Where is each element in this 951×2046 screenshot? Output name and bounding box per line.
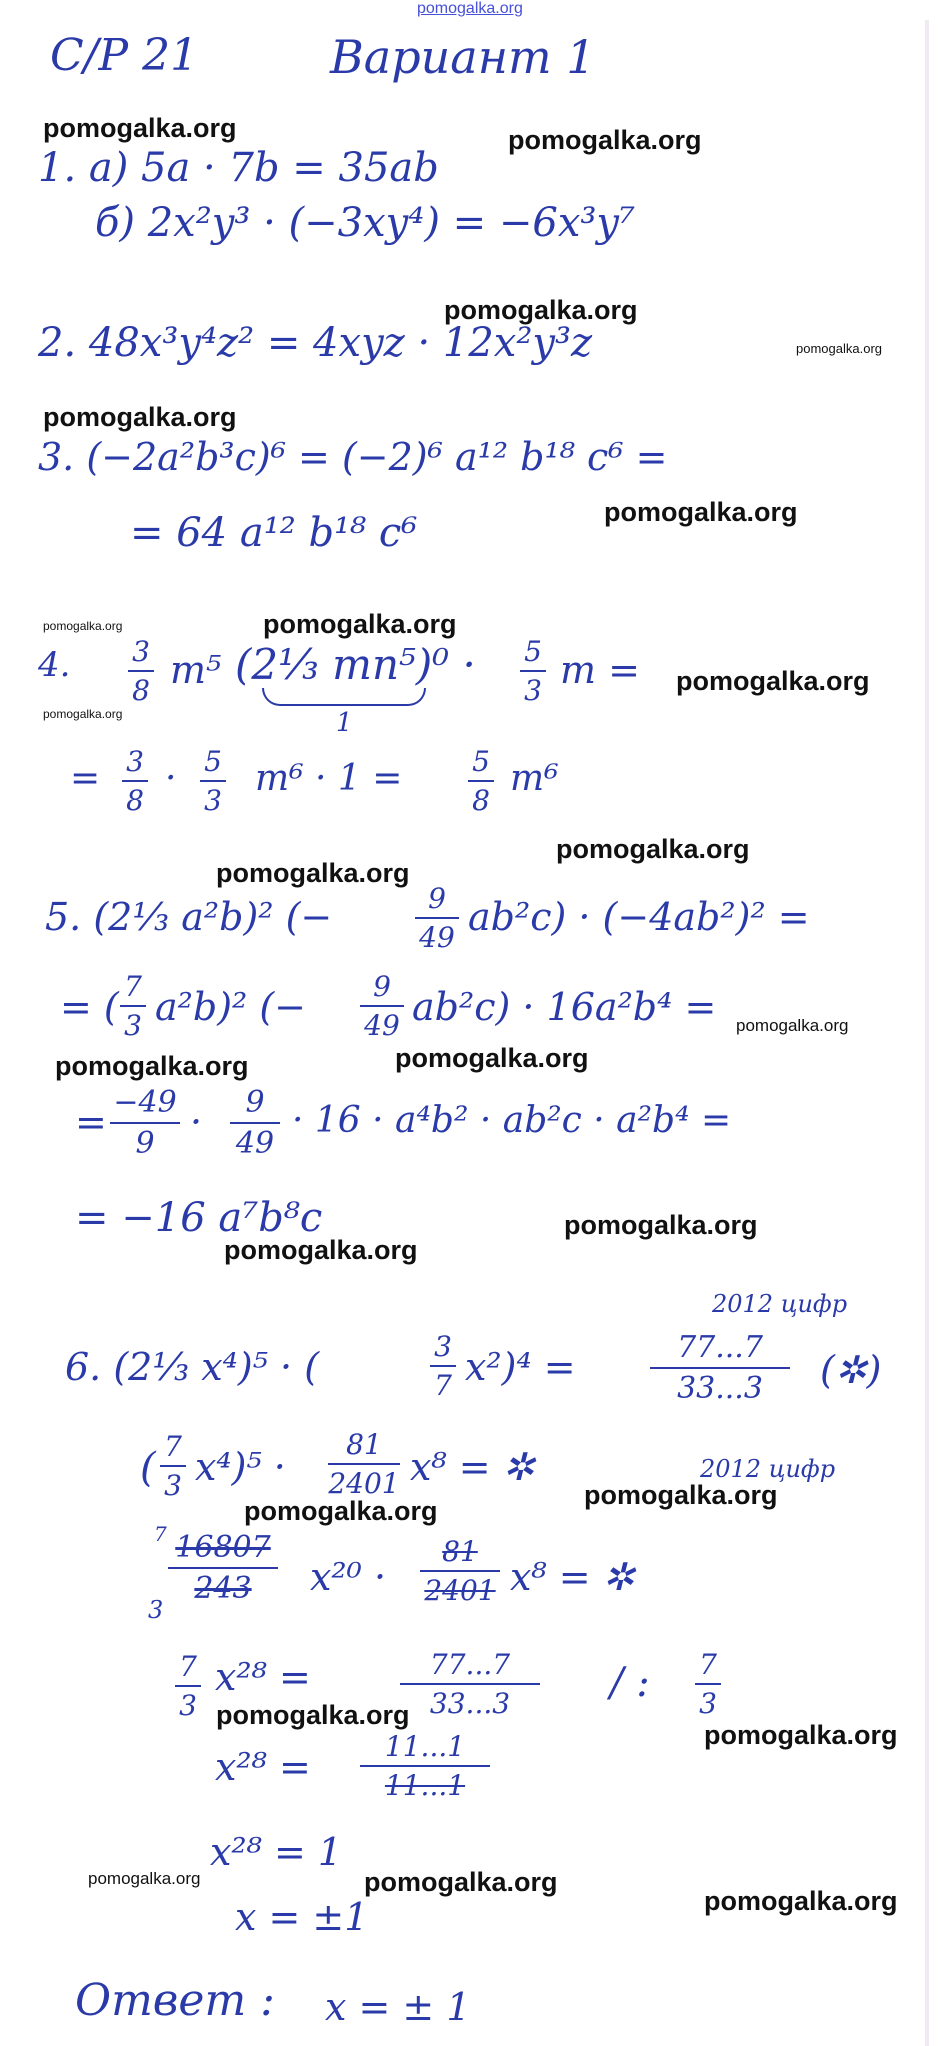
underbrace (262, 688, 426, 706)
watermark[interactable]: pomogalka.org (43, 402, 237, 432)
problem-3-line1: 3. (−2a²b³c)⁶ = (−2)⁶ a¹² b¹⁸ c⁶ = (38, 435, 668, 479)
expression: · (190, 1100, 203, 1144)
watermark[interactable]: pomogalka.org (444, 295, 638, 325)
watermark[interactable]: pomogalka.org (55, 1051, 249, 1081)
expression: = (75, 1100, 107, 1144)
watermark[interactable]: pomogalka.org (736, 1016, 849, 1035)
answer-value: x = ± 1 (325, 1985, 471, 2029)
expression: 6. (2⅓ x⁴)⁵ · ( (65, 1345, 320, 1389)
expression: = (70, 758, 101, 799)
problem-1a: 1. а) 5a · 7b = 35ab (38, 145, 439, 191)
variant-title: Вариант 1 (330, 30, 596, 84)
expression: m⁶ · 1 = (255, 758, 403, 799)
cancel-note: 7 (154, 1522, 167, 1546)
work-title: С/Р 21 (50, 30, 199, 81)
problem-1b: б) 2x²y³ · (−3xy⁴) = −6x³y⁷ (95, 200, 636, 246)
watermark[interactable]: pomogalka.org (796, 341, 882, 356)
problem-3-line2: = 64 a¹² b¹⁸ c⁶ (130, 510, 418, 556)
fraction: 77...7 33...3 (650, 1330, 790, 1406)
expression: x²⁸ = (215, 1745, 311, 1789)
fraction: 81 2401 (328, 1428, 400, 1500)
watermark[interactable]: pomogalka.org (508, 125, 702, 155)
fraction: 5 3 (520, 635, 546, 707)
fraction: 77...7 33...3 (400, 1648, 540, 1720)
expression: x⁸ = ✲ (410, 1445, 535, 1489)
fraction: 3 7 (430, 1330, 456, 1402)
expression: x⁸ = ✲ (510, 1555, 635, 1599)
watermark[interactable]: pomogalka.org (216, 858, 410, 888)
expression: m = (560, 648, 640, 692)
cancel-note: 3 (148, 1596, 164, 1624)
watermark[interactable]: pomogalka.org (43, 707, 123, 721)
fraction: −49 9 (110, 1085, 180, 1161)
expression: a²b)² (− (155, 985, 307, 1029)
watermark[interactable]: pomogalka.org (704, 1886, 898, 1916)
watermark-top[interactable]: pomogalka.org (417, 0, 523, 17)
watermark[interactable]: pomogalka.org (395, 1043, 589, 1073)
problem-2: 2. 48x³y⁴z² = 4xyz · 12x²y³z (38, 320, 593, 366)
answer-label: Ответ : (75, 1975, 275, 2026)
fraction: 7 3 (695, 1648, 721, 1720)
watermark[interactable]: pomogalka.org (564, 1210, 758, 1240)
fraction: 16807 243 (168, 1530, 278, 1606)
expression: m⁵ (170, 648, 222, 692)
watermark[interactable]: pomogalka.org (556, 834, 750, 864)
star-mark: (✲) (820, 1348, 882, 1392)
fraction: 3 8 (122, 745, 148, 817)
watermark[interactable]: pomogalka.org (676, 666, 870, 696)
watermark[interactable]: pomogalka.org (43, 619, 123, 633)
expression: = ( (60, 985, 119, 1029)
note: 2012 цифр (700, 1455, 836, 1483)
expression: ab²c) · 16a²b⁴ = (412, 985, 717, 1029)
problem-5-result: = −16 a⁷b⁸c (75, 1195, 323, 1241)
fraction: 5 8 (468, 745, 494, 817)
note: 2012 цифр (712, 1290, 848, 1318)
watermark[interactable]: pomogalka.org (364, 1867, 558, 1897)
divide-mark: / : (610, 1660, 650, 1706)
fraction: 5 3 (200, 745, 226, 817)
expression: x = ±1 (235, 1895, 369, 1939)
watermark[interactable]: pomogalka.org (244, 1496, 438, 1526)
expression: x²⁰ · (310, 1555, 387, 1599)
watermark[interactable]: pomogalka.org (704, 1720, 898, 1750)
expression: ab²c) · (−4ab²)² = (468, 895, 810, 939)
expression: x²)⁴ = (465, 1345, 576, 1389)
watermark[interactable]: pomogalka.org (43, 113, 237, 143)
fraction: 81 2401 (420, 1535, 500, 1607)
page-margin-line (925, 20, 929, 2046)
expression: x²⁸ = (215, 1655, 311, 1699)
fraction: 9 49 (230, 1085, 280, 1161)
expression: ( (140, 1445, 156, 1491)
problem-4-label: 4. (38, 645, 71, 685)
expression: · (165, 758, 177, 799)
fraction: 7 3 (175, 1650, 201, 1722)
watermark[interactable]: pomogalka.org (216, 1700, 410, 1730)
expression: x²⁸ = 1 (210, 1830, 343, 1874)
watermark[interactable]: pomogalka.org (263, 609, 457, 639)
fraction: 7 3 (120, 970, 146, 1042)
expression: · 16 · a⁴b² · ab²c · a²b⁴ = (292, 1100, 732, 1141)
fraction: 3 8 (128, 635, 154, 707)
fraction: 9 49 (360, 970, 404, 1042)
fraction: 9 49 (415, 882, 459, 954)
expression: 5. (2⅓ a²b)² (− (45, 895, 333, 939)
fraction: 11...1 11...1 (360, 1730, 490, 1802)
watermark[interactable]: pomogalka.org (604, 497, 798, 527)
watermark[interactable]: pomogalka.org (584, 1480, 778, 1510)
expression: x⁴)⁵ · (195, 1445, 286, 1489)
watermark[interactable]: pomogalka.org (88, 1869, 201, 1888)
fraction: 7 3 (160, 1430, 186, 1502)
expression: m⁶ (510, 758, 559, 799)
underbrace-value: 1 (336, 708, 353, 738)
watermark[interactable]: pomogalka.org (224, 1235, 418, 1265)
expression: (2⅓ mn⁵)⁰ · (235, 640, 476, 689)
